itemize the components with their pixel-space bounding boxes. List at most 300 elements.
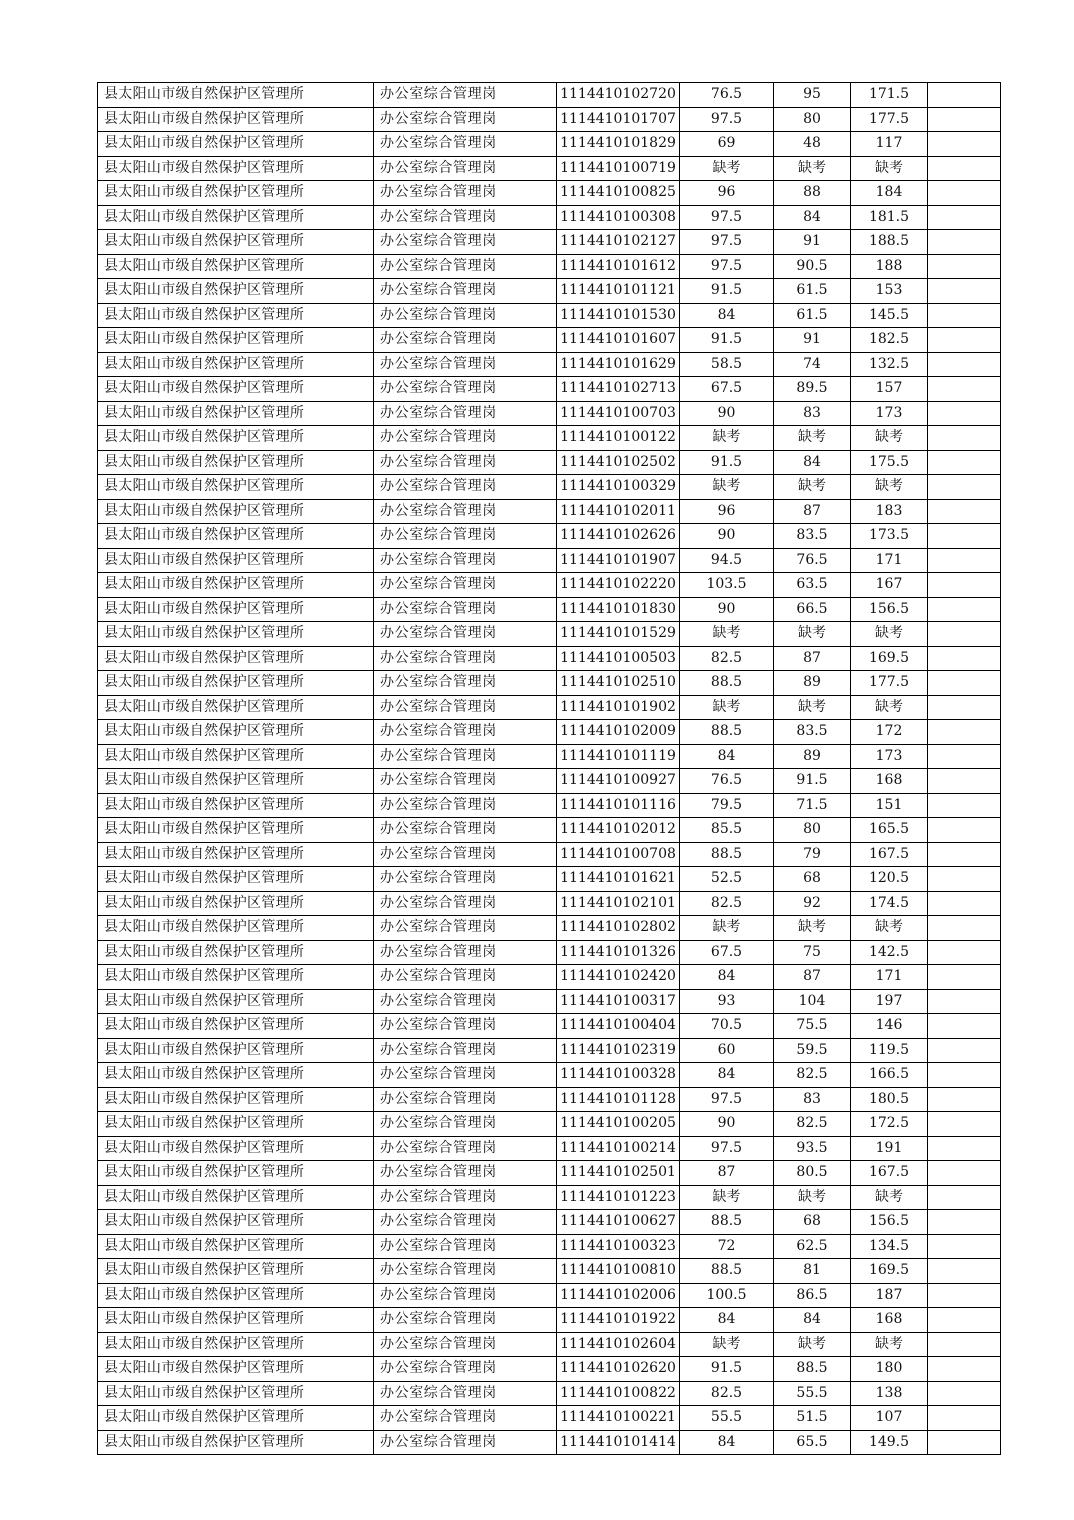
score1-cell: 55.5 (680, 1406, 774, 1431)
score2-cell: 95 (774, 83, 851, 108)
exam-id-cell: 1114410102501 (557, 1161, 680, 1186)
note-cell (928, 426, 1001, 451)
exam-id-cell: 1114410100825 (557, 181, 680, 206)
post-cell: 办公室综合管理岗 (374, 1381, 557, 1406)
unit-cell: 县太阳山市级自然保护区管理所 (98, 695, 374, 720)
score2-cell: 86.5 (774, 1283, 851, 1308)
note-cell (928, 1038, 1001, 1063)
table-row (98, 1234, 1001, 1259)
unit-cell: 县太阳山市级自然保护区管理所 (98, 475, 374, 500)
score1-cell: 70.5 (680, 1014, 774, 1039)
unit-cell: 县太阳山市级自然保护区管理所 (98, 132, 374, 157)
note-cell (928, 1430, 1001, 1455)
score2-cell: 75.5 (774, 1014, 851, 1039)
note-cell (928, 303, 1001, 328)
table-row (98, 597, 1001, 622)
unit-cell: 县太阳山市级自然保护区管理所 (98, 646, 374, 671)
post-cell: 办公室综合管理岗 (374, 1038, 557, 1063)
score1-cell: 76.5 (680, 769, 774, 794)
table-row (98, 818, 1001, 843)
note-cell (928, 744, 1001, 769)
score2-cell: 68 (774, 867, 851, 892)
score1-cell: 88.5 (680, 720, 774, 745)
unit-cell: 县太阳山市级自然保护区管理所 (98, 1185, 374, 1210)
table-row (98, 499, 1001, 524)
post-cell: 办公室综合管理岗 (374, 524, 557, 549)
unit-cell: 县太阳山市级自然保护区管理所 (98, 426, 374, 451)
score1-cell: 97.5 (680, 230, 774, 255)
unit-cell: 县太阳山市级自然保护区管理所 (98, 818, 374, 843)
total-cell: 132.5 (851, 352, 928, 377)
exam-id-cell: 1114410100308 (557, 205, 680, 230)
unit-cell: 县太阳山市级自然保护区管理所 (98, 1063, 374, 1088)
unit-cell: 县太阳山市级自然保护区管理所 (98, 1357, 374, 1382)
score2-cell: 83.5 (774, 524, 851, 549)
exam-id-cell: 1114410101829 (557, 132, 680, 157)
note-cell (928, 671, 1001, 696)
exam-id-cell: 1114410102012 (557, 818, 680, 843)
post-cell: 办公室综合管理岗 (374, 426, 557, 451)
total-cell: 134.5 (851, 1234, 928, 1259)
score2-cell: 65.5 (774, 1430, 851, 1455)
score2-cell: 83.5 (774, 720, 851, 745)
total-cell: 169.5 (851, 1259, 928, 1284)
unit-cell: 县太阳山市级自然保护区管理所 (98, 254, 374, 279)
score2-cell: 缺考 (774, 475, 851, 500)
post-cell: 办公室综合管理岗 (374, 720, 557, 745)
note-cell (928, 475, 1001, 500)
table-row (98, 646, 1001, 671)
exam-id-cell: 1114410102510 (557, 671, 680, 696)
exam-id-cell: 1114410101621 (557, 867, 680, 892)
total-cell: 171.5 (851, 83, 928, 108)
post-cell: 办公室综合管理岗 (374, 1259, 557, 1284)
table-row (98, 475, 1001, 500)
score1-cell: 94.5 (680, 548, 774, 573)
table-row (98, 1014, 1001, 1039)
note-cell (928, 818, 1001, 843)
note-cell (928, 989, 1001, 1014)
post-cell: 办公室综合管理岗 (374, 695, 557, 720)
score1-cell: 88.5 (680, 671, 774, 696)
total-cell: 177.5 (851, 107, 928, 132)
note-cell (928, 695, 1001, 720)
score1-cell: 91.5 (680, 1357, 774, 1382)
post-cell: 办公室综合管理岗 (374, 1063, 557, 1088)
score1-cell: 84 (680, 744, 774, 769)
unit-cell: 县太阳山市级自然保护区管理所 (98, 1136, 374, 1161)
note-cell (928, 1014, 1001, 1039)
score2-cell: 缺考 (774, 622, 851, 647)
note-cell (928, 1234, 1001, 1259)
table-row (98, 83, 1001, 108)
score2-cell: 88 (774, 181, 851, 206)
unit-cell: 县太阳山市级自然保护区管理所 (98, 842, 374, 867)
exam-id-cell: 1114410100703 (557, 401, 680, 426)
exam-id-cell: 1114410101612 (557, 254, 680, 279)
exam-id-cell: 1114410101530 (557, 303, 680, 328)
exam-id-cell: 1114410102620 (557, 1357, 680, 1382)
unit-cell: 县太阳山市级自然保护区管理所 (98, 1210, 374, 1235)
unit-cell: 县太阳山市级自然保护区管理所 (98, 205, 374, 230)
score2-cell: 89.5 (774, 377, 851, 402)
post-cell: 办公室综合管理岗 (374, 132, 557, 157)
post-cell: 办公室综合管理岗 (374, 377, 557, 402)
total-cell: 171 (851, 965, 928, 990)
table-row (98, 1038, 1001, 1063)
unit-cell: 县太阳山市级自然保护区管理所 (98, 377, 374, 402)
note-cell (928, 1185, 1001, 1210)
exam-id-cell: 1114410101629 (557, 352, 680, 377)
note-cell (928, 793, 1001, 818)
note-cell (928, 499, 1001, 524)
score2-cell: 91 (774, 328, 851, 353)
unit-cell: 县太阳山市级自然保护区管理所 (98, 1259, 374, 1284)
note-cell (928, 1308, 1001, 1333)
score1-cell: 84 (680, 1308, 774, 1333)
unit-cell: 县太阳山市级自然保护区管理所 (98, 1406, 374, 1431)
total-cell: 167 (851, 573, 928, 598)
total-cell: 182.5 (851, 328, 928, 353)
unit-cell: 县太阳山市级自然保护区管理所 (98, 1161, 374, 1186)
unit-cell: 县太阳山市级自然保护区管理所 (98, 1430, 374, 1455)
total-cell: 117 (851, 132, 928, 157)
post-cell: 办公室综合管理岗 (374, 916, 557, 941)
post-cell: 办公室综合管理岗 (374, 1430, 557, 1455)
exam-id-cell: 1114410101121 (557, 279, 680, 304)
unit-cell: 县太阳山市级自然保护区管理所 (98, 328, 374, 353)
score2-cell: 83 (774, 1087, 851, 1112)
total-cell: 120.5 (851, 867, 928, 892)
post-cell: 办公室综合管理岗 (374, 230, 557, 255)
unit-cell: 县太阳山市级自然保护区管理所 (98, 450, 374, 475)
note-cell (928, 1112, 1001, 1137)
note-cell (928, 573, 1001, 598)
note-cell (928, 1406, 1001, 1431)
score2-cell: 89 (774, 744, 851, 769)
score2-cell: 75 (774, 940, 851, 965)
total-cell: 149.5 (851, 1430, 928, 1455)
table-row (98, 1332, 1001, 1357)
score2-cell: 84 (774, 205, 851, 230)
total-cell: 151 (851, 793, 928, 818)
exam-id-cell: 1114410102713 (557, 377, 680, 402)
exam-id-cell: 1114410100822 (557, 1381, 680, 1406)
total-cell: 缺考 (851, 622, 928, 647)
table-row (98, 279, 1001, 304)
exam-id-cell: 1114410101902 (557, 695, 680, 720)
exam-id-cell: 1114410100221 (557, 1406, 680, 1431)
table-row (98, 1136, 1001, 1161)
post-cell: 办公室综合管理岗 (374, 597, 557, 622)
score1-cell: 72 (680, 1234, 774, 1259)
note-cell (928, 597, 1001, 622)
note-cell (928, 1136, 1001, 1161)
unit-cell: 县太阳山市级自然保护区管理所 (98, 597, 374, 622)
table-row (98, 769, 1001, 794)
exam-id-cell: 1114410102101 (557, 891, 680, 916)
note-cell (928, 352, 1001, 377)
exam-id-cell: 1114410101830 (557, 597, 680, 622)
total-cell: 166.5 (851, 1063, 928, 1088)
unit-cell: 县太阳山市级自然保护区管理所 (98, 720, 374, 745)
total-cell: 175.5 (851, 450, 928, 475)
table-row (98, 303, 1001, 328)
table-row (98, 965, 1001, 990)
total-cell: 142.5 (851, 940, 928, 965)
post-cell: 办公室综合管理岗 (374, 989, 557, 1014)
score1-cell: 91.5 (680, 279, 774, 304)
total-cell: 184 (851, 181, 928, 206)
score1-cell: 82.5 (680, 891, 774, 916)
table-row (98, 573, 1001, 598)
score2-cell: 缺考 (774, 1332, 851, 1357)
unit-cell: 县太阳山市级自然保护区管理所 (98, 793, 374, 818)
exam-id-cell: 1114410101119 (557, 744, 680, 769)
total-cell: 172.5 (851, 1112, 928, 1137)
table-row (98, 793, 1001, 818)
total-cell: 缺考 (851, 426, 928, 451)
total-cell: 缺考 (851, 1332, 928, 1357)
score1-cell: 97.5 (680, 1087, 774, 1112)
note-cell (928, 916, 1001, 941)
table-row (98, 671, 1001, 696)
score2-cell: 104 (774, 989, 851, 1014)
exam-id-cell: 1114410101414 (557, 1430, 680, 1455)
score2-cell: 92 (774, 891, 851, 916)
score1-cell: 97.5 (680, 1136, 774, 1161)
note-cell (928, 965, 1001, 990)
score2-cell: 59.5 (774, 1038, 851, 1063)
unit-cell: 县太阳山市级自然保护区管理所 (98, 352, 374, 377)
total-cell: 119.5 (851, 1038, 928, 1063)
table-row (98, 254, 1001, 279)
table-row (98, 1308, 1001, 1333)
score2-cell: 62.5 (774, 1234, 851, 1259)
score2-cell: 缺考 (774, 916, 851, 941)
total-cell: 157 (851, 377, 928, 402)
note-cell (928, 132, 1001, 157)
table-row (98, 181, 1001, 206)
unit-cell: 县太阳山市级自然保护区管理所 (98, 989, 374, 1014)
table-row (98, 377, 1001, 402)
total-cell: 169.5 (851, 646, 928, 671)
post-cell: 办公室综合管理岗 (374, 83, 557, 108)
table-row (98, 1112, 1001, 1137)
table-row (98, 1430, 1001, 1455)
total-cell: 缺考 (851, 916, 928, 941)
exam-id-cell: 1114410102319 (557, 1038, 680, 1063)
post-cell: 办公室综合管理岗 (374, 1210, 557, 1235)
score1-cell: 缺考 (680, 695, 774, 720)
exam-id-cell: 1114410100329 (557, 475, 680, 500)
table-row (98, 1063, 1001, 1088)
exam-id-cell: 1114410101529 (557, 622, 680, 647)
total-cell: 172 (851, 720, 928, 745)
exam-id-cell: 1114410102502 (557, 450, 680, 475)
score1-cell: 97.5 (680, 254, 774, 279)
total-cell: 188.5 (851, 230, 928, 255)
post-cell: 办公室综合管理岗 (374, 1185, 557, 1210)
post-cell: 办公室综合管理岗 (374, 867, 557, 892)
score1-cell: 90 (680, 401, 774, 426)
score1-cell: 58.5 (680, 352, 774, 377)
table-row (98, 156, 1001, 181)
table-row (98, 1357, 1001, 1382)
score1-cell: 88.5 (680, 1259, 774, 1284)
table-row (98, 720, 1001, 745)
total-cell: 187 (851, 1283, 928, 1308)
unit-cell: 县太阳山市级自然保护区管理所 (98, 107, 374, 132)
post-cell: 办公室综合管理岗 (374, 279, 557, 304)
post-cell: 办公室综合管理岗 (374, 450, 557, 475)
table-row (98, 352, 1001, 377)
post-cell: 办公室综合管理岗 (374, 328, 557, 353)
exam-id-cell: 1114410101326 (557, 940, 680, 965)
score2-cell: 缺考 (774, 156, 851, 181)
table-row (98, 1087, 1001, 1112)
note-cell (928, 1283, 1001, 1308)
post-cell: 办公室综合管理岗 (374, 107, 557, 132)
total-cell: 173 (851, 401, 928, 426)
unit-cell: 县太阳山市级自然保护区管理所 (98, 1234, 374, 1259)
post-cell: 办公室综合管理岗 (374, 1161, 557, 1186)
total-cell: 缺考 (851, 1185, 928, 1210)
exam-id-cell: 1114410101223 (557, 1185, 680, 1210)
note-cell (928, 867, 1001, 892)
unit-cell: 县太阳山市级自然保护区管理所 (98, 279, 374, 304)
score2-cell: 80.5 (774, 1161, 851, 1186)
exam-id-cell: 1114410102420 (557, 965, 680, 990)
score2-cell: 79 (774, 842, 851, 867)
score1-cell: 97.5 (680, 205, 774, 230)
score1-cell: 67.5 (680, 377, 774, 402)
total-cell: 缺考 (851, 695, 928, 720)
post-cell: 办公室综合管理岗 (374, 1406, 557, 1431)
score2-cell: 81 (774, 1259, 851, 1284)
post-cell: 办公室综合管理岗 (374, 303, 557, 328)
unit-cell: 县太阳山市级自然保护区管理所 (98, 671, 374, 696)
score2-cell: 82.5 (774, 1112, 851, 1137)
exam-id-cell: 1114410101907 (557, 548, 680, 573)
score2-cell: 74 (774, 352, 851, 377)
unit-cell: 县太阳山市级自然保护区管理所 (98, 867, 374, 892)
note-cell (928, 940, 1001, 965)
post-cell: 办公室综合管理岗 (374, 573, 557, 598)
score1-cell: 90 (680, 1112, 774, 1137)
score2-cell: 87 (774, 646, 851, 671)
table-row (98, 1161, 1001, 1186)
total-cell: 168 (851, 769, 928, 794)
exam-id-cell: 1114410100719 (557, 156, 680, 181)
post-cell: 办公室综合管理岗 (374, 156, 557, 181)
exam-id-cell: 1114410100810 (557, 1259, 680, 1284)
post-cell: 办公室综合管理岗 (374, 646, 557, 671)
unit-cell: 县太阳山市级自然保护区管理所 (98, 548, 374, 573)
score1-cell: 缺考 (680, 156, 774, 181)
exam-id-cell: 1114410102604 (557, 1332, 680, 1357)
exam-id-cell: 1114410102009 (557, 720, 680, 745)
score2-cell: 66.5 (774, 597, 851, 622)
score2-cell: 63.5 (774, 573, 851, 598)
exam-id-cell: 1114410102011 (557, 499, 680, 524)
total-cell: 缺考 (851, 475, 928, 500)
exam-id-cell: 1114410101707 (557, 107, 680, 132)
table-row (98, 867, 1001, 892)
score2-cell: 缺考 (774, 1185, 851, 1210)
total-cell: 188 (851, 254, 928, 279)
unit-cell: 县太阳山市级自然保护区管理所 (98, 83, 374, 108)
table-row (98, 1185, 1001, 1210)
post-cell: 办公室综合管理岗 (374, 965, 557, 990)
exam-id-cell: 1114410100627 (557, 1210, 680, 1235)
exam-id-cell: 1114410100323 (557, 1234, 680, 1259)
score2-cell: 80 (774, 107, 851, 132)
total-cell: 168 (851, 1308, 928, 1333)
exam-id-cell: 1114410100122 (557, 426, 680, 451)
score1-cell: 85.5 (680, 818, 774, 843)
unit-cell: 县太阳山市级自然保护区管理所 (98, 1283, 374, 1308)
exam-id-cell: 1114410100317 (557, 989, 680, 1014)
total-cell: 167.5 (851, 1161, 928, 1186)
score2-cell: 84 (774, 1308, 851, 1333)
table-row (98, 1283, 1001, 1308)
exam-id-cell: 1114410100404 (557, 1014, 680, 1039)
table-row (98, 1406, 1001, 1431)
score2-cell: 48 (774, 132, 851, 157)
note-cell (928, 230, 1001, 255)
score1-cell: 缺考 (680, 916, 774, 941)
table-row (98, 940, 1001, 965)
score1-cell: 84 (680, 965, 774, 990)
post-cell: 办公室综合管理岗 (374, 1234, 557, 1259)
post-cell: 办公室综合管理岗 (374, 181, 557, 206)
table-row (98, 230, 1001, 255)
note-cell (928, 1063, 1001, 1088)
exam-id-cell: 1114410100503 (557, 646, 680, 671)
total-cell: 183 (851, 499, 928, 524)
score1-cell: 82.5 (680, 646, 774, 671)
score2-cell: 82.5 (774, 1063, 851, 1088)
total-cell: 165.5 (851, 818, 928, 843)
table-row (98, 622, 1001, 647)
total-cell: 171 (851, 548, 928, 573)
score1-cell: 90 (680, 524, 774, 549)
exam-id-cell: 1114410101607 (557, 328, 680, 353)
unit-cell: 县太阳山市级自然保护区管理所 (98, 303, 374, 328)
post-cell: 办公室综合管理岗 (374, 940, 557, 965)
note-cell (928, 1357, 1001, 1382)
total-cell: 156.5 (851, 1210, 928, 1235)
table-row (98, 328, 1001, 353)
score2-cell: 68 (774, 1210, 851, 1235)
unit-cell: 县太阳山市级自然保护区管理所 (98, 916, 374, 941)
unit-cell: 县太阳山市级自然保护区管理所 (98, 940, 374, 965)
note-cell (928, 720, 1001, 745)
score2-cell: 87 (774, 965, 851, 990)
unit-cell: 县太阳山市级自然保护区管理所 (98, 622, 374, 647)
post-cell: 办公室综合管理岗 (374, 548, 557, 573)
score2-cell: 61.5 (774, 279, 851, 304)
note-cell (928, 107, 1001, 132)
post-cell: 办公室综合管理岗 (374, 1332, 557, 1357)
note-cell (928, 401, 1001, 426)
score2-cell: 76.5 (774, 548, 851, 573)
unit-cell: 县太阳山市级自然保护区管理所 (98, 965, 374, 990)
table-row (98, 1381, 1001, 1406)
unit-cell: 县太阳山市级自然保护区管理所 (98, 769, 374, 794)
unit-cell: 县太阳山市级自然保护区管理所 (98, 499, 374, 524)
